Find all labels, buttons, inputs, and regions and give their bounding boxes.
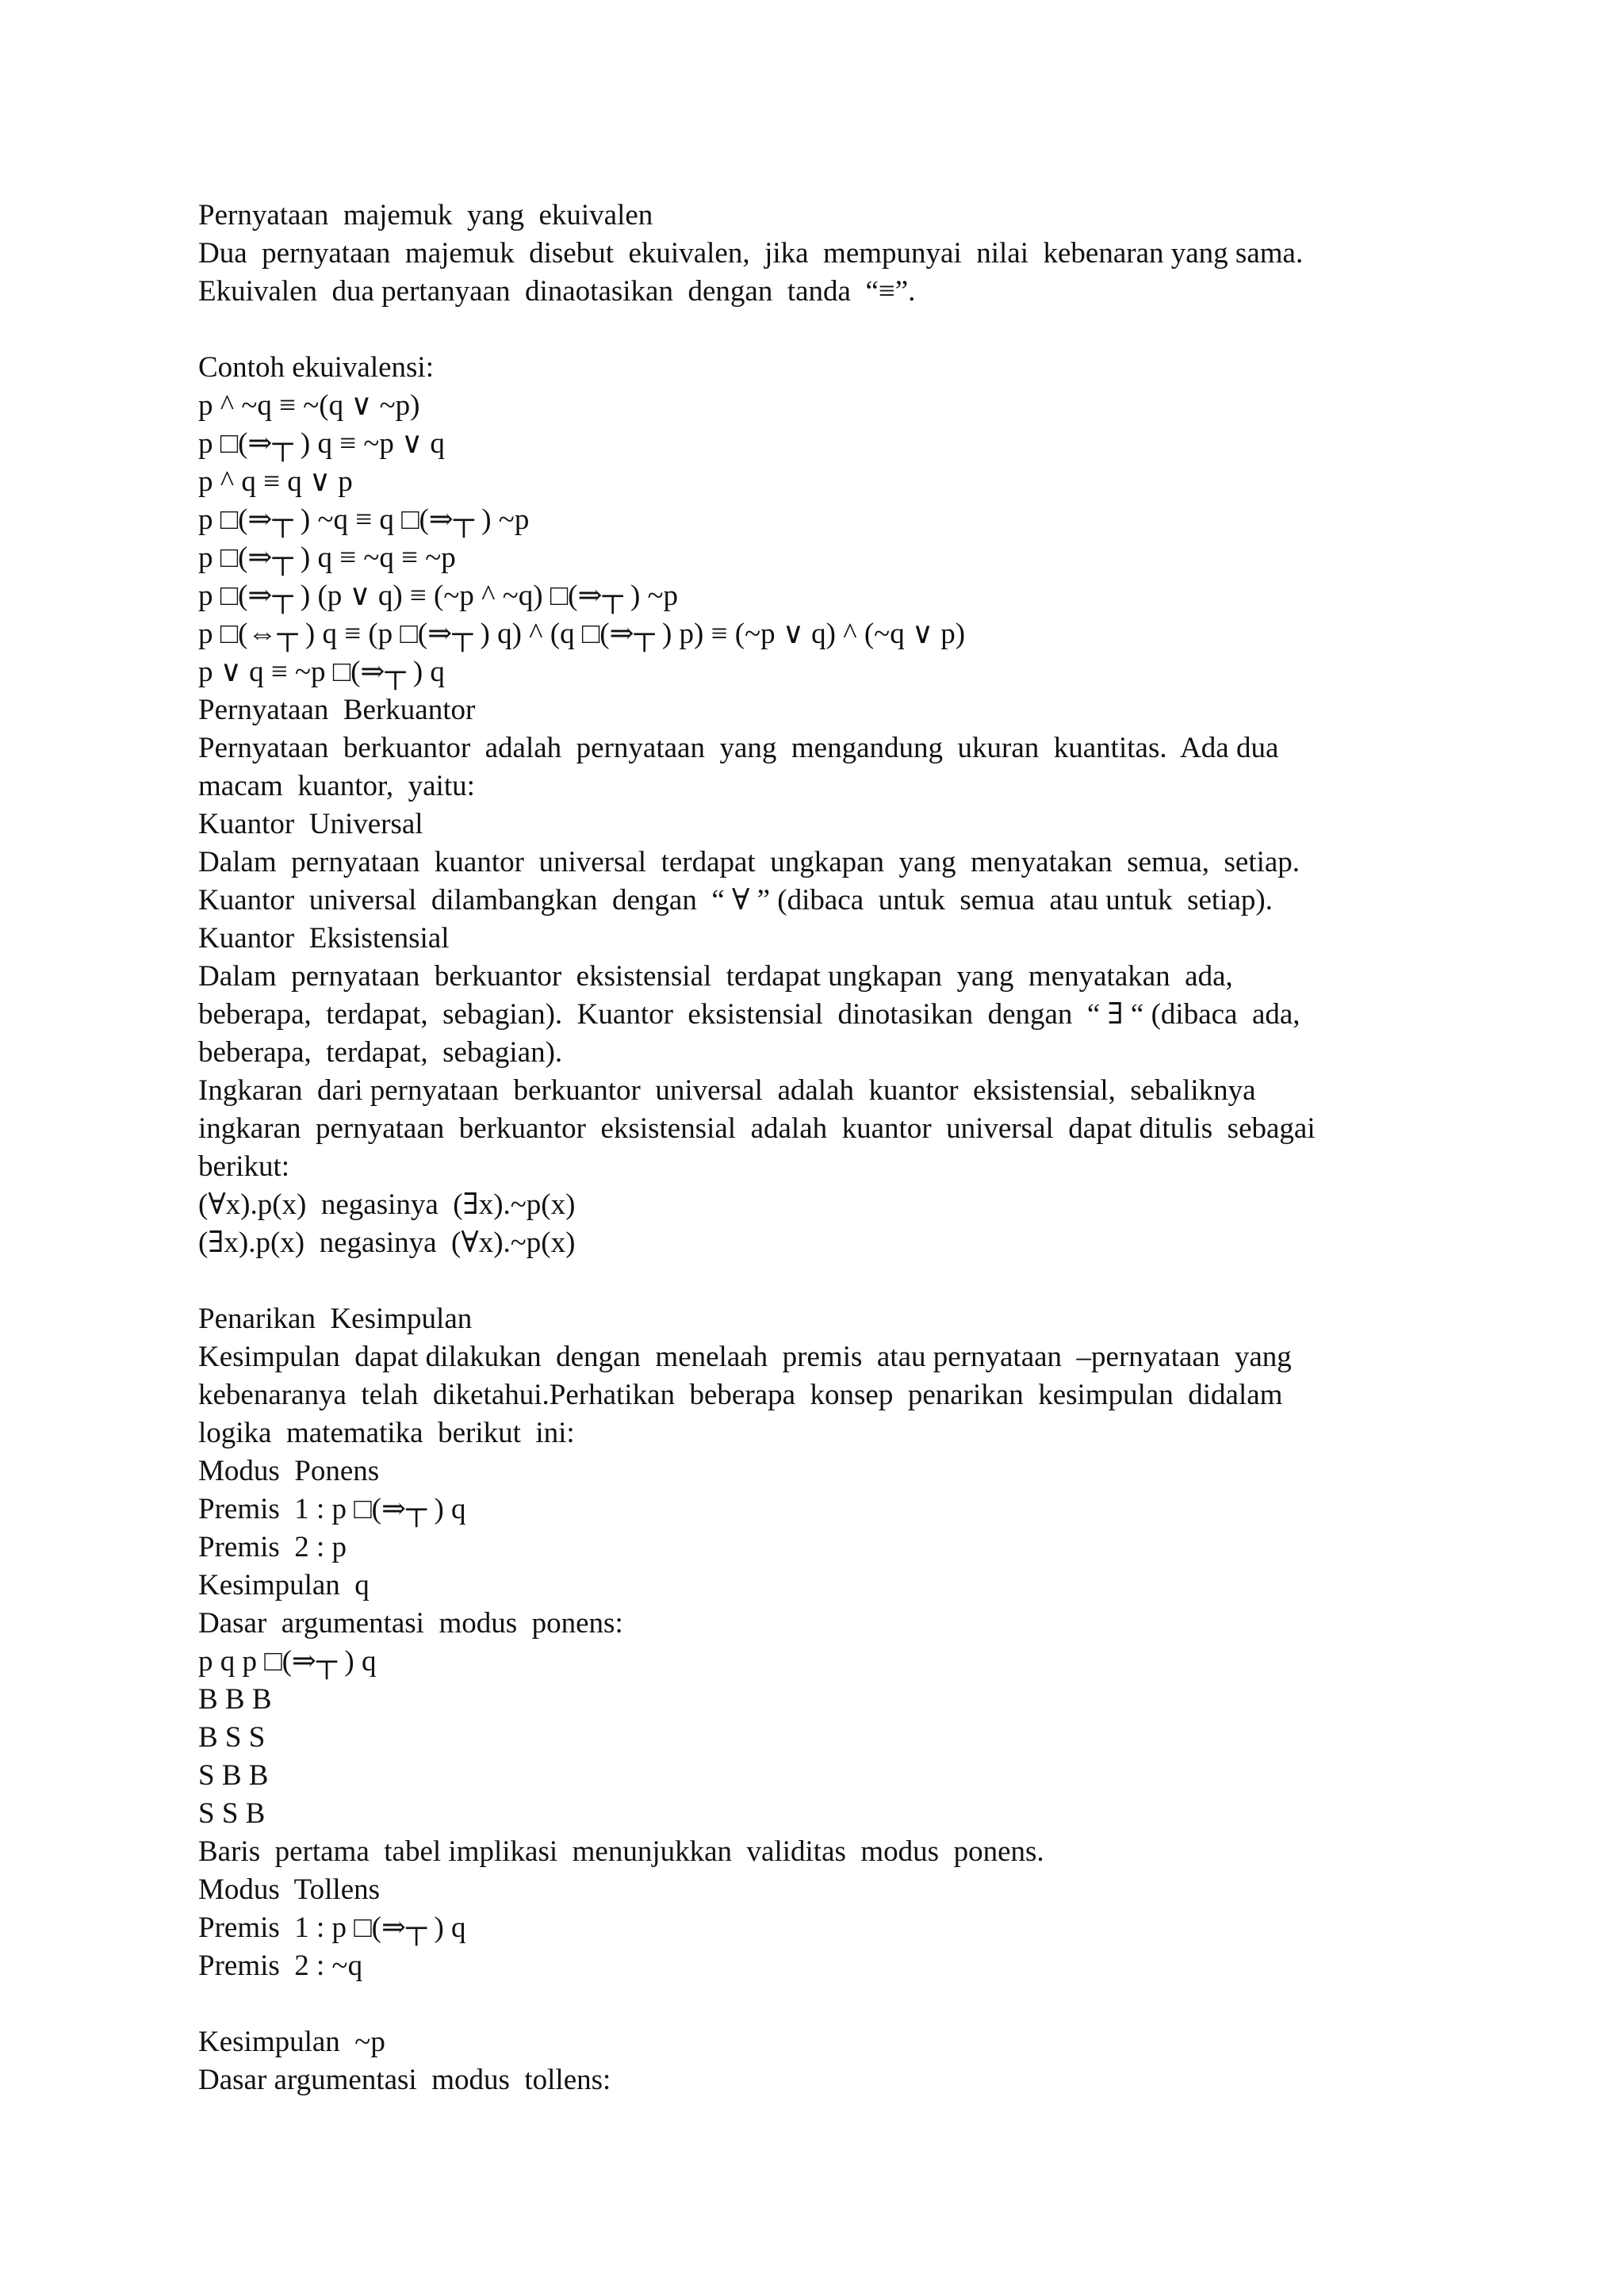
text-line: Kuantor Eksistensial	[198, 922, 450, 955]
text-line: Dasar argumentasi modus ponens:	[198, 1607, 623, 1640]
text-line: Penarikan Kesimpulan	[198, 1303, 473, 1335]
text-line: Ingkaran dari pernyataan berkuantor universal adalah kuantor eksistensial, sebaliknya	[198, 1074, 1256, 1107]
text-line: B S S	[198, 1721, 266, 1754]
text-line: p □(⇔┬ ) q ≡ (p □(⇒┬ ) q) ^ (q □(⇒┬ ) p) ≡ (~p ∨ q) ^ (~q ∨ p)	[198, 618, 966, 650]
text-line: Premis 1 : p □(⇒┬ ) q	[198, 1911, 466, 1944]
text-line: B B B	[198, 1683, 272, 1716]
text-line: Kesimpulan q	[198, 1569, 370, 1601]
text-line: Premis 1 : p □(⇒┬ ) q	[198, 1493, 466, 1525]
text-line: macam kuantor, yaitu:	[198, 770, 475, 802]
text-line: p □(⇒┬ ) q ≡ ~q ≡ ~p	[198, 541, 456, 574]
text-line: logika matematika berikut ini:	[198, 1417, 575, 1449]
text-line: Modus Tollens	[198, 1873, 381, 1906]
text-line: p q p □(⇒┬ ) q	[198, 1645, 377, 1678]
text-line: Ekuivalen dua pertanyaan dinaotasikan dengan tanda “≡”.	[198, 275, 916, 308]
text-line: Baris pertama tabel implikasi menunjukkan validitas modus ponens.	[198, 1835, 1044, 1868]
blank-line	[198, 311, 1435, 349]
text-line: Contoh ekuivalensi:	[198, 351, 434, 384]
text-line: Premis 2 : ~q	[198, 1950, 363, 1982]
text-line: beberapa, terdapat, sebagian). Kuantor eksistensial dinotasikan dengan “ ∃ “ (dibaca ada,	[198, 998, 1300, 1031]
text-line: S S B	[198, 1797, 266, 1830]
text-line: Kuantor universal dilambangkan dengan “ ∀ ” (dibaca untuk semua atau untuk setiap).	[198, 884, 1273, 916]
document-body	[198, 197, 1435, 2099]
text-line: p ^ ~q ≡ ~(q ∨ ~p)	[198, 389, 420, 422]
text-line: p □(⇒┬ ) ~q ≡ q □(⇒┬ ) ~p	[198, 503, 530, 536]
text-line: Kesimpulan dapat dilakukan dengan menelaah premis atau pernyataan –pernyataan yang	[198, 1341, 1292, 1373]
text-line: Premis 2 : p	[198, 1531, 347, 1563]
text-line: S B B	[198, 1759, 269, 1792]
text-line: Dua pernyataan majemuk disebut ekuivalen, jika mempunyai nilai kebenaran yang sama.	[198, 237, 1304, 270]
text-line: Kesimpulan ~p	[198, 2026, 385, 2058]
text-line: Kuantor Universal	[198, 808, 423, 840]
text-line: Modus Ponens	[198, 1455, 380, 1487]
text-line: Pernyataan Berkuantor	[198, 694, 476, 726]
text-line: Dasar argumentasi modus tollens:	[198, 2064, 611, 2096]
text-line: p □(⇒┬ ) (p ∨ q) ≡ (~p ^ ~q) □(⇒┬ ) ~p	[198, 580, 679, 612]
text-line: (∃x).p(x) negasinya (∀x).~p(x)	[198, 1226, 576, 1259]
blank-line	[198, 1262, 1435, 1300]
text-line: p ∨ q ≡ ~p □(⇒┬ ) q	[198, 656, 445, 688]
text-line: Dalam pernyataan kuantor universal terdapat ungkapan yang menyatakan semua, setiap.	[198, 846, 1300, 878]
text-line: kebenaranya telah diketahui.Perhatikan beberapa konsep penarikan kesimpulan didalam	[198, 1379, 1283, 1411]
text-line: Dalam pernyataan berkuantor eksistensial terdapat ungkapan yang menyatakan ada,	[198, 960, 1233, 993]
text-line: p □(⇒┬ ) q ≡ ~p ∨ q	[198, 427, 445, 460]
text-line: Pernyataan berkuantor adalah pernyataan yang mengandung ukuran kuantitas. Ada dua	[198, 732, 1279, 764]
text-line: berikut:	[198, 1150, 290, 1183]
text-line: Pernyataan majemuk yang ekuivalen	[198, 199, 653, 232]
text-line: (∀x).p(x) negasinya (∃x).~p(x)	[198, 1188, 576, 1221]
blank-line	[198, 1985, 1435, 2023]
text-line: ingkaran pernyataan berkuantor eksistensial adalah kuantor universal dapat ditulis sebagai	[198, 1112, 1316, 1145]
text-line: beberapa, terdapat, sebagian).	[198, 1036, 563, 1069]
text-line: p ^ q ≡ q ∨ p	[198, 465, 353, 498]
